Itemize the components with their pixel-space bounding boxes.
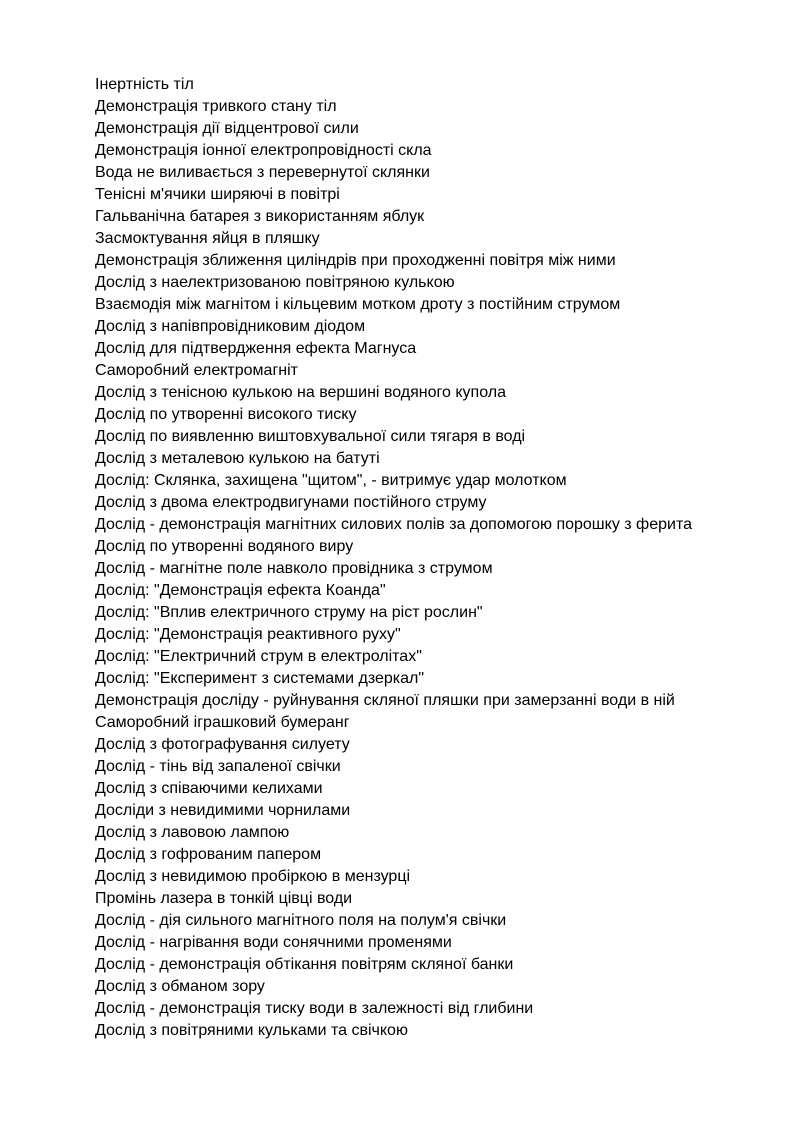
list-item: Дослід - дія сильного магнітного поля на полум'я свічки — [95, 912, 507, 929]
list-item: Дослід з повітряними кульками та свічкою — [95, 1022, 408, 1039]
list-item: Саморобний іграшковий бумеранг — [95, 714, 350, 731]
list-item: Дослід - тінь від запаленої свічки — [95, 758, 341, 775]
list-item: Дослід з лавовою лампою — [95, 824, 290, 841]
list-item: Дослід - демонстрація обтікання повітрям скляної банки — [95, 956, 514, 973]
list-item: Дослід: "Демонстрація реактивного руху" — [95, 626, 401, 643]
list-item: Дослід по виявленню виштовхувальної сили тягаря в воді — [95, 428, 526, 445]
list-item: Дослід - демонстрація тиску води в залежності від глибини — [95, 1000, 534, 1017]
list-item: Інертність тіл — [95, 76, 194, 93]
list-item: Дослід з тенісною кулькою на вершині водяного купола — [95, 384, 506, 401]
list-item: Дослід з гофрованим папером — [95, 846, 322, 863]
list-item: Тенісні м'ячики ширяючі в повітрі — [95, 186, 340, 203]
list-item: Досліди з невидимими чорнилами — [95, 802, 351, 819]
list-item: Дослід з невидимою пробіркою в мензурці — [95, 868, 411, 885]
list-item: Демонстрація дії відцентрової сили — [95, 120, 359, 137]
list-item: Демонстрація досліду - руйнування скляної пляшки при замерзанні води в ній — [95, 692, 675, 709]
list-item: Дослід для підтвердження ефекта Магнуса — [95, 340, 417, 357]
list-item: Взаємодія між магнітом і кільцевим мотком дроту з постійним струмом — [95, 296, 621, 313]
list-item: Дослід по утворенні високого тиску — [95, 406, 357, 423]
experiment-list — [95, 74, 775, 1042]
list-item: Дослід: Склянка, захищена "щитом", - витримує удар молотком — [95, 472, 567, 489]
list-item: Засмоктування яйця в пляшку — [95, 230, 320, 247]
list-item: Гальванічна батарея з використанням яблук — [95, 208, 425, 225]
list-item: Демонстрація зближення циліндрів при проходженні повітря між ними — [95, 252, 616, 269]
list-item: Дослід з напівпровідниковим діодом — [95, 318, 366, 335]
list-item: Дослід з фотографування силуету — [95, 736, 350, 753]
list-item: Дослід з металевою кулькою на батуті — [95, 450, 380, 467]
list-item: Демонстрація іонної електропровідності скла — [95, 142, 432, 159]
list-item: Вода не виливається з перевернутої склянки — [95, 164, 430, 181]
list-item: Дослід з наелектризованою повітряною кулькою — [95, 274, 455, 291]
list-item: Дослід: "Вплив електричного струму на ріст рослин" — [95, 604, 483, 621]
list-item: Дослід: "Демонстрація ефекта Коанда" — [95, 582, 386, 599]
list-item: Дослід: "Електричний струм в електролітах" — [95, 648, 422, 665]
list-item: Дослід: "Експеримент з системами дзеркал" — [95, 670, 425, 687]
list-item: Дослід з двома електродвигунами постійного струму — [95, 494, 487, 511]
list-item: Дослід по утворенні водяного виру — [95, 538, 354, 555]
list-item: Саморобний електромагніт — [95, 362, 299, 379]
list-item: Дослід - магнітне поле навколо провідника з струмом — [95, 560, 493, 577]
list-item: Демонстрація тривкого стану тіл — [95, 98, 337, 115]
list-item: Дослід з співаючими келихами — [95, 780, 323, 797]
list-item: Промінь лазера в тонкій цівці води — [95, 890, 353, 907]
list-item: Дослід - нагрівання води сонячними променями — [95, 934, 452, 951]
list-item: Дослід - демонстрація магнітних силових полів за допомогою порошку з ферита — [95, 516, 692, 533]
list-item: Дослід з обманом зору — [95, 978, 265, 995]
